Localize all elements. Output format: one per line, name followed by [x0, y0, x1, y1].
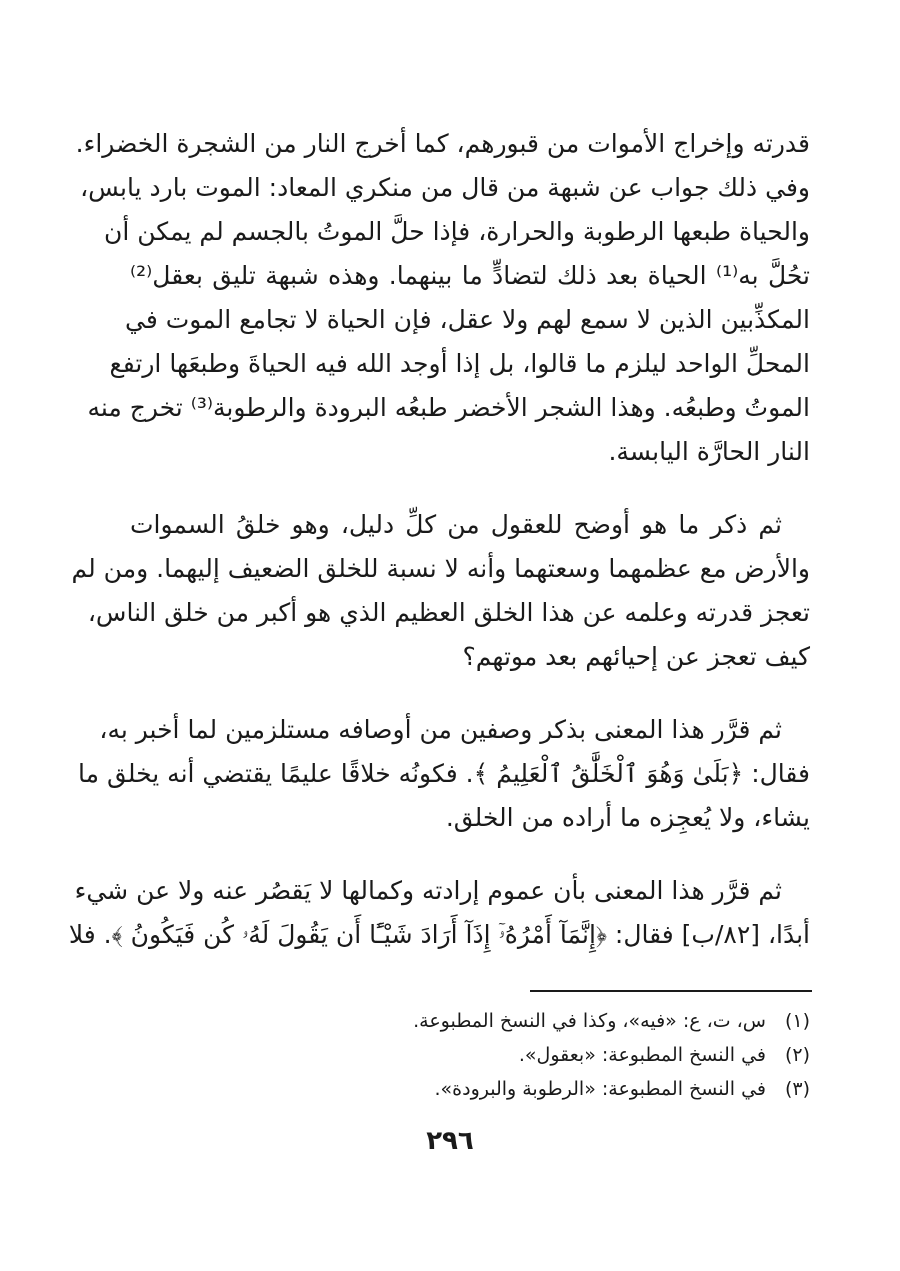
footnote-text: في النسخ المطبوعة: «الرطوبة والبرودة». [434, 1078, 766, 1100]
page-number: ٢٩٦ [426, 1126, 474, 1156]
text-line: ثم ذكر ما هو أوضح للعقول من كلِّ دليل، وهو خلقُ السموات [130, 510, 782, 539]
text-line: كيف تعجز عن إحيائهم بعد موتهم؟ [462, 642, 810, 671]
text-line: يشاء، ولا يُعجِزه ما أراده من الخلق. [445, 803, 810, 832]
text-line: تعجز قدرته وعلمه عن هذا الخلق العظيم الذي هو أكبر من خلق الناس، [87, 598, 810, 627]
footnote-number: (٢) [784, 1044, 810, 1066]
text-line: أبدًا، [٨٢/ب] فقال: ﴿إِنَّمَآ أَمْرُهُۥٓ إِذَآ أَرَادَ شَيْـًٔا أَن يَقُولَ لَهُۥ كُن فَيَكُونُ ﴾. فلا [68, 920, 810, 949]
footnote-text: في النسخ المطبوعة: «بعقول». [518, 1044, 766, 1066]
body-text [68, 122, 810, 986]
text-line: المحلِّ الواحد ليلزم ما قالوا، بل إذا أوجد الله فيه الحياةَ وطبعَها ارتفع [109, 349, 810, 378]
footnote-number: (٣) [784, 1078, 810, 1100]
text-line: النار الحارَّة اليابسة. [608, 437, 810, 466]
footnote-2 [130, 1038, 810, 1072]
paragraph-1 [75, 122, 810, 474]
text-line: قدرته وإخراج الأموات من قبورهم، كما أخرج النار من الشجرة الخضراء. [75, 129, 810, 158]
footnote-3 [130, 1072, 810, 1106]
footnote-text: س، ت، ع: «فيه»، وكذا في النسخ المطبوعة. [413, 1010, 766, 1032]
text-line: وفي ذلك جواب عن شبهة من قال من منكري المعاد: الموت بارد يابس، [80, 173, 810, 202]
footnote-1 [130, 1004, 810, 1038]
text-line: المكذِّبين الذين لا سمع لهم ولا عقل، فإن الحياة لا تجامع الموت في [125, 305, 810, 334]
text-line: ثم قرَّر هذا المعنى بأن عموم إرادته وكمالها لا يَقصُر عنه ولا عن شيء [74, 876, 782, 905]
footnotes [130, 1004, 810, 1106]
footnote-number: (١) [784, 1010, 810, 1032]
text-line: والأرض مع عظمهما وسعتهما وأنه لا نسبة للخلق الضعيف إليهما. ومن لم [71, 554, 810, 583]
text-line: تحُلَّ به⁽¹⁾ الحياة بعد ذلك لتضادٍّ ما بينهما. وهذه شبهة تليق بعقل⁽²⁾ [130, 261, 810, 290]
paragraph-4 [68, 869, 810, 957]
footnote-separator [530, 990, 812, 992]
text-line: والحياة طبعها الرطوبة والحرارة، فإذا حلَّ الموتُ بالجسم لم يمكن أن [103, 217, 810, 246]
text-line: الموتُ وطبعُه. وهذا الشجر الأخضر طبعُه البرودة والرطوبة⁽³⁾ تخرج منه [87, 393, 810, 422]
text-line: فقال: ﴿بَلَىٰ وَهُوَ ٱلْخَلَّٰقُ ٱلْعَلِيمُ ﴾. فكونُه خلاقًا عليمًا يقتضي أنه يخلق ما [78, 759, 810, 788]
paragraph-3 [78, 708, 810, 840]
text-line: ثم قرَّر هذا المعنى بذكر وصفين من أوصافه مستلزمين لما أخبر به، [99, 715, 782, 744]
paragraph-2 [71, 503, 810, 679]
